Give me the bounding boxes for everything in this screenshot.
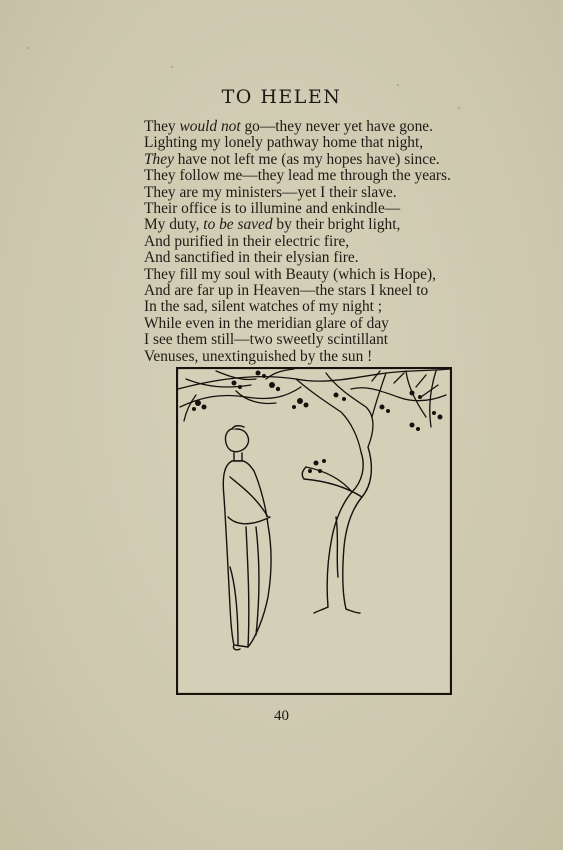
poem-line	[144, 217, 451, 233]
page-title: TO HELEN	[221, 86, 342, 108]
poem-line	[144, 299, 451, 315]
poem-text	[144, 119, 451, 365]
poem-line	[144, 332, 451, 348]
poem-segment: And purified in their electric fire,	[144, 232, 350, 250]
poem-line	[144, 349, 451, 365]
poem-line	[144, 185, 451, 201]
illustration-woman-under-tree	[176, 367, 452, 695]
poem-segment: I see them still—two sweetly scintillant	[144, 331, 389, 349]
poem-line	[144, 267, 451, 283]
poem-segment: They	[144, 118, 180, 135]
poem-segment: go—they never yet have gone.	[240, 118, 433, 135]
poem-line	[144, 152, 451, 168]
poem-segment: Lighting my lonely pathway home that night,	[144, 134, 424, 152]
poem-segment: They follow me—they lead me through the years.	[144, 167, 451, 185]
poem-italic-segment: They	[144, 150, 174, 168]
poem-segment: They fill my soul with Beauty (which is Hope),	[144, 265, 436, 283]
poem-line	[144, 201, 451, 217]
poem-line	[144, 234, 451, 250]
poem-segment: And sanctified in their elysian fire.	[144, 249, 359, 267]
poem-segment: And are far up in Heaven—the stars I kneel to	[144, 282, 429, 300]
poem-line	[144, 119, 451, 135]
poem-line	[144, 316, 451, 332]
poem-segment: Their office is to illumine and enkindle—	[144, 200, 401, 218]
poem-segment: Venuses, unextinguished by the sun !	[144, 347, 373, 365]
poem-segment: They are my ministers—yet I their slave.	[144, 183, 397, 201]
poem-line	[144, 283, 451, 299]
poem-italic-segment: would not	[179, 118, 241, 135]
page-number: 40	[274, 708, 289, 724]
poem-segment: In the sad, silent watches of my night ;	[144, 298, 383, 316]
poem-line	[144, 168, 451, 184]
poem-italic-segment: to be saved	[203, 216, 273, 234]
poem-segment: by their bright light,	[272, 216, 401, 234]
poem-segment: My duty,	[144, 216, 204, 234]
poem-line	[144, 250, 451, 266]
poem-segment: While even in the meridian glare of day	[144, 314, 389, 332]
poem-line	[144, 135, 451, 151]
poem-segment: have not left me (as my hopes have) since.	[173, 150, 440, 168]
